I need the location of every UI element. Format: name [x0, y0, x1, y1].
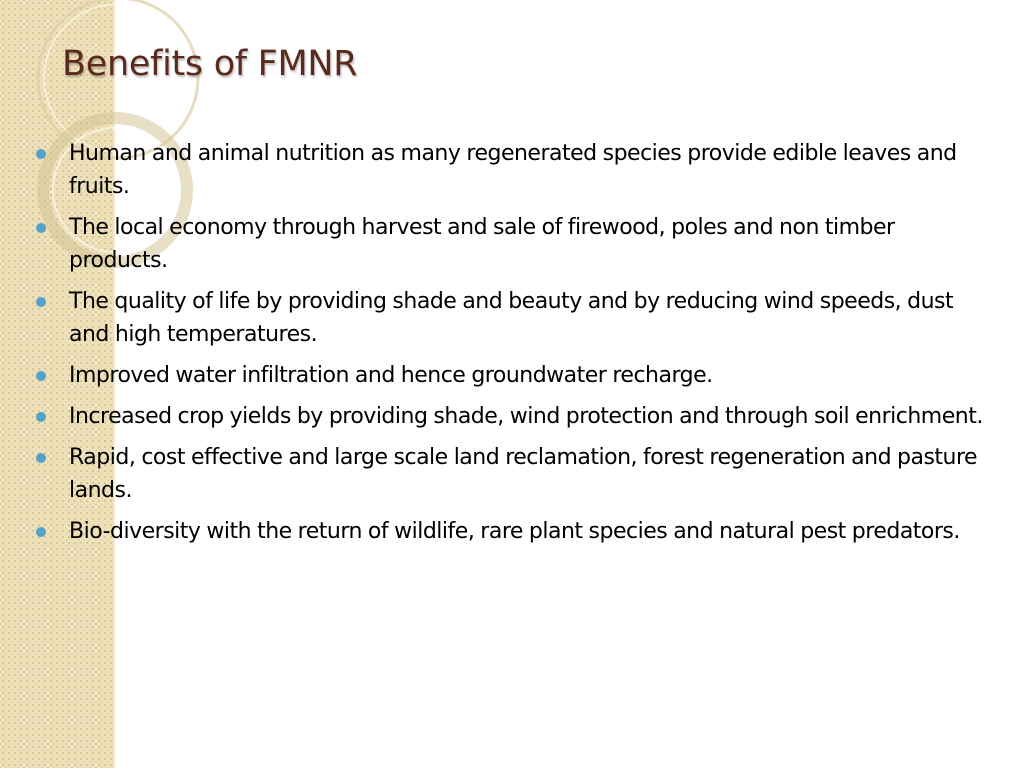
slide-title: Benefits of FMNR — [62, 44, 358, 84]
bullet-text: Human and animal nutrition as many regenerated species provide edible leaves and fruits. — [69, 141, 957, 199]
bullet-item — [36, 359, 996, 392]
bullet-text: Bio-diversity with the return of wildlife, rare plant species and natural pest predators. — [69, 519, 960, 544]
bullet-text: The local economy through harvest and sale of firewood, poles and non timber products. — [69, 215, 895, 273]
bullet-list — [36, 137, 996, 556]
bullet-item — [36, 515, 996, 548]
bullet-item — [36, 137, 996, 203]
bullet-text: Increased crop yields by providing shade, wind protection and through soil enrichment. — [69, 404, 983, 429]
bullet-text: The quality of life by providing shade and beauty and by reducing wind speeds, dust and high temperatures. — [69, 289, 954, 347]
bullet-item — [36, 400, 996, 433]
bullet-text: Rapid, cost effective and large scale land reclamation, forest regeneration and pasture lands. — [69, 445, 978, 503]
bullet-icon — [36, 297, 46, 307]
bullet-icon — [36, 453, 46, 463]
bullet-item — [36, 211, 996, 277]
bullet-icon — [36, 527, 46, 537]
bullet-icon — [36, 149, 46, 159]
bullet-icon — [36, 371, 46, 381]
bullet-icon — [36, 412, 46, 422]
bullet-icon — [36, 223, 46, 233]
bullet-text: Improved water infiltration and hence groundwater recharge. — [69, 363, 713, 388]
bullet-item — [36, 441, 996, 507]
bullet-item — [36, 285, 996, 351]
